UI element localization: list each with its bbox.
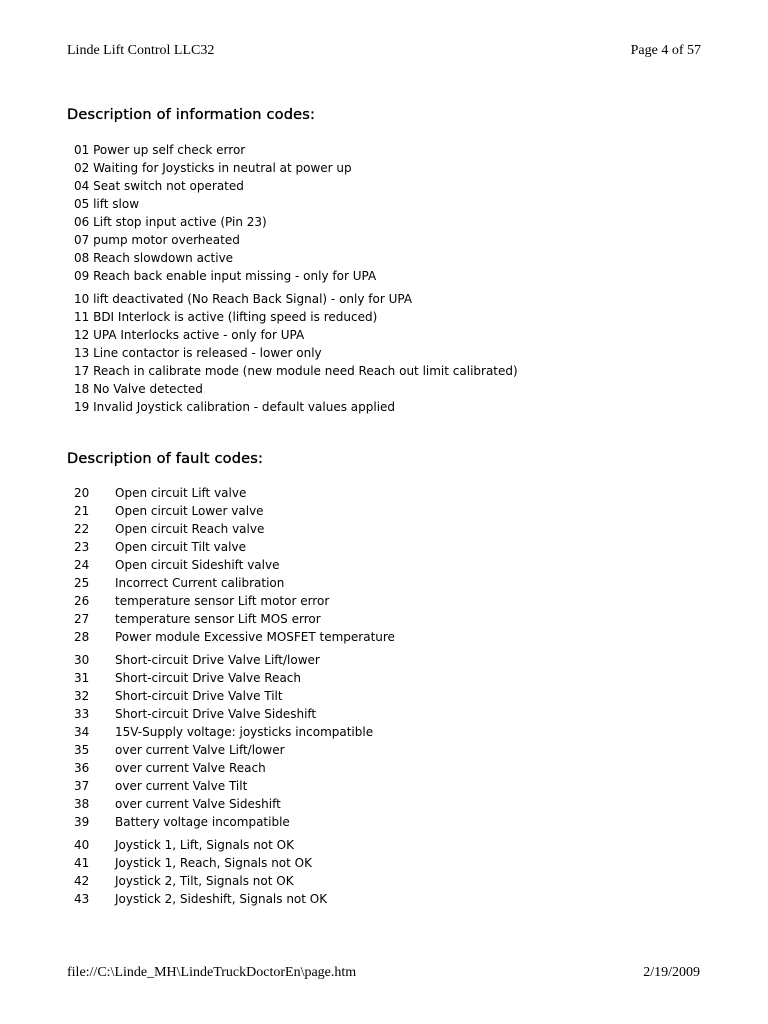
fault-code-number: 35 bbox=[74, 743, 90, 757]
page-number: Page 4 of 57 bbox=[630, 43, 701, 58]
info-codes-heading: Description of information codes: bbox=[67, 107, 316, 123]
fault-code-description: Short-circuit Drive Valve Lift/lower bbox=[115, 653, 320, 667]
fault-code-number: 26 bbox=[74, 594, 90, 608]
fault-code-item bbox=[74, 890, 395, 908]
fault-code-number: 38 bbox=[74, 797, 90, 811]
info-code-item: 08 Reach slowdown active bbox=[74, 251, 234, 265]
fault-code-description: over current Valve Sideshift bbox=[115, 797, 281, 811]
info-code-item: 07 pump motor overheated bbox=[74, 233, 240, 247]
fault-code-description: Short-circuit Drive Valve Sideshift bbox=[115, 707, 317, 721]
info-code-item: 04 Seat switch not operated bbox=[74, 179, 244, 193]
fault-code-item bbox=[74, 813, 395, 831]
fault-code-number: 28 bbox=[74, 630, 90, 644]
fault-code-item bbox=[74, 502, 395, 520]
fault-code-item bbox=[74, 836, 395, 854]
fault-code-item bbox=[74, 628, 395, 646]
fault-code-description: Joystick 2, Tilt, Signals not OK bbox=[115, 874, 294, 888]
fault-code-description: Open circuit Tilt valve bbox=[115, 540, 246, 554]
fault-code-item bbox=[74, 574, 395, 592]
fault-code-description: Open circuit Lower valve bbox=[115, 504, 264, 518]
fault-code-description: over current Valve Tilt bbox=[115, 779, 248, 793]
fault-code-item bbox=[74, 723, 395, 741]
fault-code-item bbox=[74, 592, 395, 610]
fault-codes-list bbox=[74, 484, 395, 908]
fault-code-description: Incorrect Current calibration bbox=[115, 576, 285, 590]
fault-code-number: 43 bbox=[74, 892, 90, 906]
fault-code-number: 21 bbox=[74, 504, 90, 518]
fault-code-description: 15V-Supply voltage: joysticks incompatible bbox=[115, 725, 374, 739]
fault-code-description: Joystick 2, Sideshift, Signals not OK bbox=[115, 892, 328, 906]
fault-code-number: 20 bbox=[74, 486, 90, 500]
fault-code-item bbox=[74, 669, 395, 687]
fault-code-number: 33 bbox=[74, 707, 90, 721]
info-code-item: 11 BDI Interlock is active (lifting speed is reduced) bbox=[74, 310, 378, 324]
info-code-item: 10 lift deactivated (No Reach Back Signal) - only for UPA bbox=[74, 292, 413, 306]
fault-code-number: 34 bbox=[74, 725, 90, 739]
info-codes-list bbox=[74, 141, 518, 416]
fault-code-number: 42 bbox=[74, 874, 90, 888]
document-title: Linde Lift Control LLC32 bbox=[67, 43, 215, 58]
fault-code-item bbox=[74, 651, 395, 669]
fault-code-description: temperature sensor Lift MOS error bbox=[115, 612, 321, 626]
fault-code-item bbox=[74, 705, 395, 723]
fault-code-item bbox=[74, 777, 395, 795]
fault-code-item bbox=[74, 610, 395, 628]
fault-code-description: Open circuit Lift valve bbox=[115, 486, 247, 500]
fault-code-item bbox=[74, 795, 395, 813]
fault-code-number: 24 bbox=[74, 558, 90, 572]
info-code-item: 17 Reach in calibrate mode (new module need Reach out limit calibrated) bbox=[74, 364, 518, 378]
fault-code-number: 41 bbox=[74, 856, 90, 870]
fault-code-item bbox=[74, 556, 395, 574]
fault-code-item bbox=[74, 741, 395, 759]
fault-code-item bbox=[74, 854, 395, 872]
fault-code-description: Joystick 1, Lift, Signals not OK bbox=[115, 838, 294, 852]
fault-code-description: Short-circuit Drive Valve Tilt bbox=[115, 689, 283, 703]
fault-code-item bbox=[74, 538, 395, 556]
fault-code-description: Battery voltage incompatible bbox=[115, 815, 290, 829]
info-code-item: 09 Reach back enable input missing - only for UPA bbox=[74, 269, 377, 283]
fault-code-number: 40 bbox=[74, 838, 90, 852]
fault-code-description: Power module Excessive MOSFET temperature bbox=[115, 630, 395, 644]
fault-codes-heading: Description of fault codes: bbox=[67, 451, 264, 467]
info-code-item: 06 Lift stop input active (Pin 23) bbox=[74, 215, 267, 229]
info-code-item: 13 Line contactor is released - lower only bbox=[74, 346, 322, 360]
fault-code-description: Open circuit Reach valve bbox=[115, 522, 265, 536]
fault-code-item bbox=[74, 759, 395, 777]
fault-code-number: 36 bbox=[74, 761, 90, 775]
fault-code-number: 25 bbox=[74, 576, 90, 590]
info-code-item: 02 Waiting for Joysticks in neutral at power up bbox=[74, 161, 352, 175]
fault-code-number: 23 bbox=[74, 540, 90, 554]
footer-date: 2/19/2009 bbox=[643, 965, 700, 980]
info-code-item: 05 lift slow bbox=[74, 197, 140, 211]
fault-code-description: Short-circuit Drive Valve Reach bbox=[115, 671, 301, 685]
fault-code-item bbox=[74, 872, 395, 890]
fault-code-description: Open circuit Sideshift valve bbox=[115, 558, 280, 572]
fault-code-description: over current Valve Reach bbox=[115, 761, 266, 775]
fault-code-description: Joystick 1, Reach, Signals not OK bbox=[115, 856, 312, 870]
info-code-item: 12 UPA Interlocks active - only for UPA bbox=[74, 328, 305, 342]
info-code-item: 19 Invalid Joystick calibration - default values applied bbox=[74, 400, 396, 414]
fault-code-description: over current Valve Lift/lower bbox=[115, 743, 285, 757]
fault-code-number: 39 bbox=[74, 815, 90, 829]
fault-code-number: 27 bbox=[74, 612, 90, 626]
info-code-item: 18 No Valve detected bbox=[74, 382, 203, 396]
fault-code-number: 37 bbox=[74, 779, 90, 793]
fault-code-item bbox=[74, 687, 395, 705]
fault-code-item bbox=[74, 520, 395, 538]
fault-code-number: 32 bbox=[74, 689, 90, 703]
info-code-item: 01 Power up self check error bbox=[74, 143, 246, 157]
footer-file-path: file://C:\Linde_MH\LindeTruckDoctorEn\page.htm bbox=[67, 965, 357, 980]
fault-code-number: 31 bbox=[74, 671, 90, 685]
fault-code-number: 30 bbox=[74, 653, 90, 667]
fault-code-number: 22 bbox=[74, 522, 90, 536]
fault-code-description: temperature sensor Lift motor error bbox=[115, 594, 330, 608]
fault-code-item bbox=[74, 484, 395, 502]
